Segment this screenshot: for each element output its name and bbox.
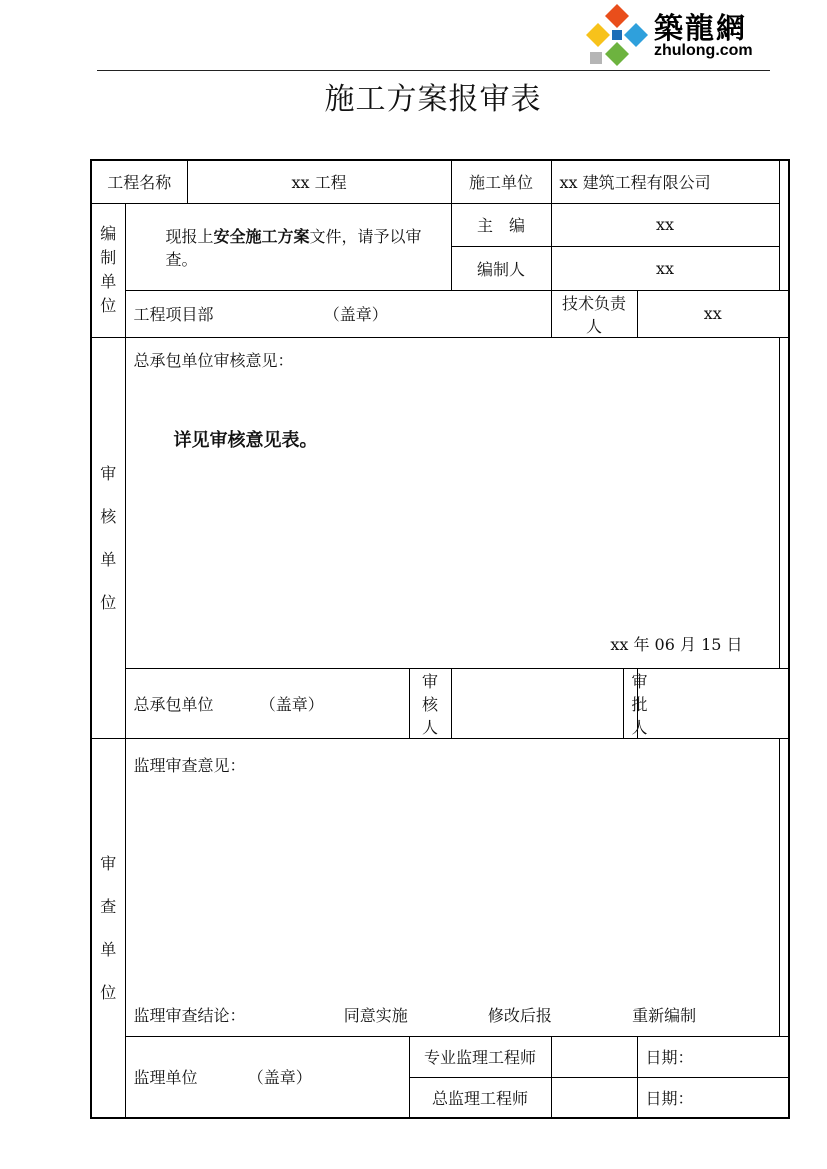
chief-editor-value: xx [551, 203, 779, 246]
approval-form-table [90, 159, 790, 1119]
supervision-unit-side-label: 审 查 单 位 [91, 738, 125, 1118]
date-label-2: 日期： [637, 1077, 789, 1118]
construction-unit-label: 施工单位 [451, 160, 551, 203]
chief-engineer-label: 总监理工程师 [409, 1077, 551, 1118]
gc-opinion-label: 总承包单位审核意见： [133, 350, 294, 370]
logo-center-square [612, 30, 622, 40]
specialist-engineer-value [551, 1036, 637, 1077]
row-supervision-opinion [91, 738, 789, 1036]
approver-label: 审批人 [623, 668, 637, 738]
construction-unit-value: xx 建筑工程有限公司 [551, 160, 779, 203]
zhulong-logo-icon [582, 0, 652, 70]
row-review-sign [91, 668, 789, 738]
logo-bottom-diamond [605, 42, 629, 66]
date-label-1: 日期： [637, 1036, 789, 1077]
row-review-opinion [91, 337, 789, 668]
conclusion-option-redo[interactable]: 重新编制 [632, 1005, 697, 1025]
gc-opinion-text: 详见审核意见表。 [173, 429, 318, 451]
compiler-label: 编制人 [451, 246, 551, 290]
project-dept-seal: （盖章） [323, 305, 388, 324]
supervision-unit-cell [125, 1036, 409, 1118]
logo-right-diamond [624, 23, 648, 47]
row-compile-1 [91, 203, 789, 246]
chief-engineer-value [551, 1077, 637, 1118]
header-divider [97, 70, 770, 71]
supervision-unit-label: 监理单位 [133, 1068, 198, 1088]
logo-left-diamond [586, 23, 610, 47]
tech-lead-label: 技术负责人 [551, 290, 637, 337]
tech-lead-value: xx [637, 290, 789, 337]
gc-unit-label: 总承包单位 [133, 694, 214, 714]
supervision-unit-seal: （盖章） [247, 1068, 312, 1088]
project-name-value: xx 工程 [187, 160, 451, 203]
reviewer-value [451, 668, 623, 738]
gc-unit-cell [125, 668, 409, 738]
row-project [91, 160, 789, 203]
chief-editor-label: 主 编 [451, 203, 551, 246]
approver-value [637, 668, 789, 738]
supervision-opinion-cell [125, 738, 779, 1036]
project-name-label: 工程名称 [91, 160, 187, 203]
page-title: 施工方案报审表 [324, 82, 542, 117]
review-unit-side-label: 审 核 单 位 [91, 337, 125, 738]
conclusion-option-revise[interactable]: 修改后报 [487, 1005, 552, 1025]
row-supervision-sign-1 [91, 1036, 789, 1077]
logo-english-text: zhulong.com [654, 42, 753, 59]
compiler-value: xx [551, 246, 779, 290]
logo-chinese-text: 築龍網 [654, 11, 748, 45]
logo-corner-square [590, 52, 602, 64]
gc-unit-seal: （盖章） [259, 694, 324, 714]
row-compile-3 [91, 290, 789, 337]
compile-statement: 现报上安全施工方案文件，请予以审查。 [125, 203, 451, 290]
supervision-conclusion-row [134, 1003, 697, 1026]
reviewer-label: 审核人 [409, 668, 451, 738]
zhulong-logo [582, 0, 772, 70]
conclusion-option-approve[interactable]: 同意实施 [343, 1005, 408, 1025]
compile-unit-side-label: 编 制 单 位 [91, 203, 125, 337]
project-dept-label: 工程项目部 [133, 305, 214, 324]
supervision-conclusion-label: 监理审查结论： [133, 1005, 246, 1025]
specialist-engineer-label: 专业监理工程师 [409, 1036, 551, 1077]
logo-top-diamond [605, 4, 629, 28]
gc-opinion-date: xx 年 06 月 15 日 [610, 634, 743, 654]
gc-opinion-cell [125, 337, 779, 668]
supervision-opinion-label: 监理审查意见： [133, 755, 246, 775]
project-dept-cell [125, 290, 551, 337]
